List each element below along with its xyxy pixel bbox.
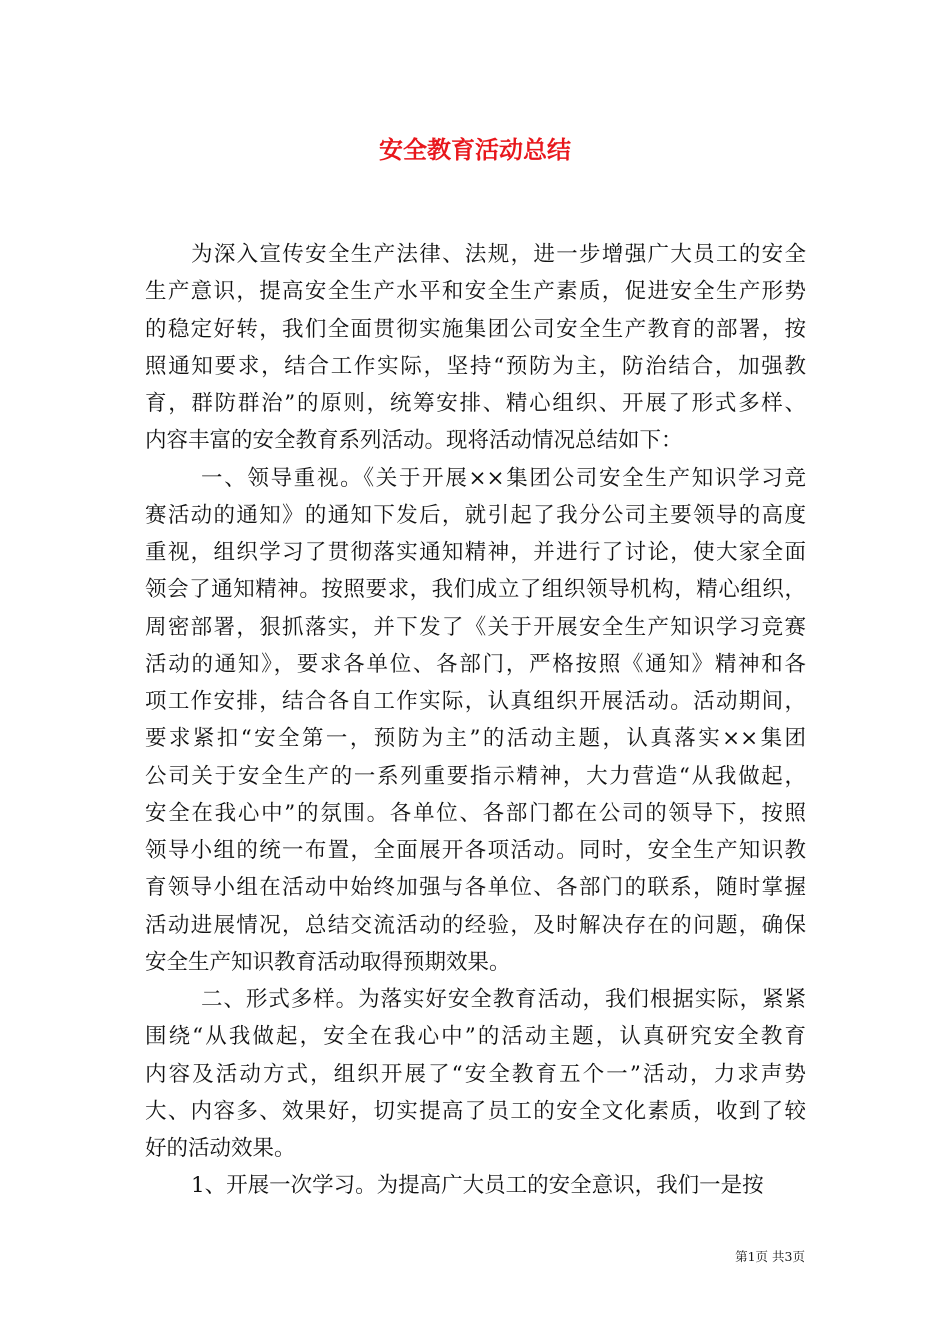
- paragraph-line: 内容及活动方式，组织开展了“安全教育五个一”活动，力求声势: [145, 1061, 806, 1087]
- paragraph-line: 重视，组织学习了贯彻落实通知精神，并进行了讨论，使大家全面: [145, 540, 806, 565]
- paragraph-line: 项工作安排，结合各自工作实际，认真组织开展活动。活动期间，: [145, 689, 806, 714]
- paragraph-line: 的稳定好转，我们全面贯彻实施集团公司安全生产教育的部署，按: [145, 316, 806, 342]
- paragraph: [145, 236, 806, 460]
- paragraph-line: 周密部署，狠抓落实，并下发了《关于开展安全生产知识学习竞赛: [145, 614, 806, 640]
- paragraph-line: 照通知要求，结合工作实际，坚持“预防为主，防治结合，加强教: [145, 353, 806, 379]
- paragraph-line: 公司关于安全生产的一系列重要指示精神，大力营造“从我做起，: [145, 763, 806, 789]
- paragraph-line: 安全在我心中”的氛围。各单位、各部门都在公司的领导下，按照: [145, 800, 806, 826]
- paragraph-line: 活动的通知》，要求各单位、各部门，严格按照《通知》精神和各: [145, 651, 806, 677]
- paragraph-line: 育领导小组在活动中始终加强与各单位、各部门的联系，随时掌握: [145, 875, 806, 901]
- paragraph: [145, 1167, 806, 1204]
- document-title: 安全教育活动总结: [379, 135, 571, 164]
- paragraph-line: 安全生产知识教育活动取得预期效果。: [145, 949, 511, 975]
- paragraph-line: 一、领导重视。《关于开展××集团公司安全生产知识学习竞: [201, 465, 806, 491]
- paragraph-line: 赛活动的通知》的通知下发后，就引起了我分公司主要领导的高度: [145, 502, 806, 528]
- paragraph-line: 生产意识，提高安全生产水平和安全生产素质，促进安全生产形势: [145, 279, 806, 305]
- paragraph-line: 好的活动效果。: [145, 1136, 296, 1161]
- paragraph-line: 为深入宣传安全生产法律、法规，进一步增强广大员工的安全: [191, 242, 806, 267]
- paragraph: [145, 460, 806, 982]
- paragraph-line: 大、内容多、效果好，切实提高了员工的安全文化素质，收到了较: [145, 1098, 806, 1124]
- paragraph: [145, 981, 806, 1167]
- paragraph-line: 领导小组的统一布置，全面展开各项活动。同时，安全生产知识教: [145, 838, 806, 863]
- document-body: [145, 236, 806, 1205]
- paragraph-line: 1、开展一次学习。为提高广大员工的安全意识，我们一是按: [191, 1173, 764, 1199]
- paragraph-line: 育，群防群治”的原则，统筹安排、精心组织、开展了形式多样、: [145, 391, 806, 416]
- page-number: 第1页 共3页: [735, 1249, 805, 1264]
- paragraph-line: 要求紧扣“安全第一，预防为主”的活动主题，认真落实××集团: [145, 726, 806, 752]
- paragraph-line: 内容丰富的安全教育系列活动。现将活动情况总结如下：: [145, 428, 683, 454]
- paragraph-line: 二、形式多样。为落实好安全教育活动，我们根据实际，紧紧: [201, 987, 806, 1012]
- paragraph-line: 活动进展情况，总结交流活动的经验，及时解决存在的问题，确保: [145, 912, 806, 938]
- paragraph-line: 围绕“从我做起，安全在我心中”的活动主题，认真研究安全教育: [145, 1024, 806, 1050]
- paragraph-line: 领会了通知精神。按照要求，我们成立了组织领导机构，精心组织，: [145, 577, 806, 603]
